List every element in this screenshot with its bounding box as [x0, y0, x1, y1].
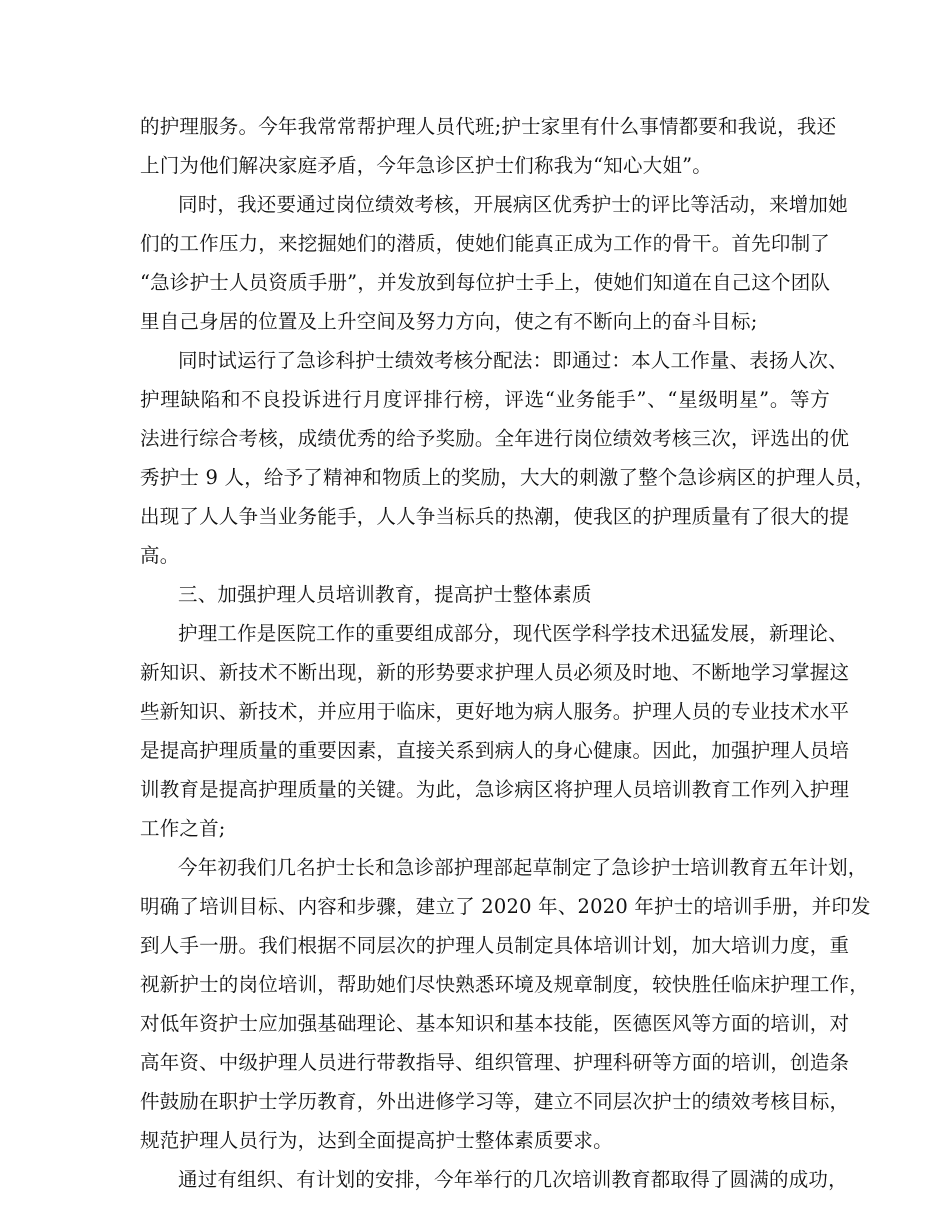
- text-line: 法进行综合考核，成绩优秀的给予奖励。全年进行岗位绩效考核三次，评选出的优: [140, 427, 850, 450]
- text-line: 件鼓励在职护士学历教育，外出进修学习等，建立不同层次护士的绩效考核目标，: [140, 1090, 850, 1113]
- text-line: 工作之首;: [140, 817, 226, 840]
- text-line: 训教育是提高护理质量的关键。为此，急诊病区将护理人员培训教育工作列入护理: [140, 778, 850, 801]
- text-line: 到人手一册。我们根据不同层次的护理人员制定具体培训计划，加大培训力度，重: [140, 934, 850, 957]
- text-line: 们的工作压力，来挖掘她们的潜质，使她们能真正成为工作的骨干。首先印制了: [140, 232, 830, 255]
- text-line: 的护理服务。今年我常常帮护理人员代班;护士家里有什么事情都要和我说，我还: [140, 115, 837, 138]
- text-line: 同时试运行了急诊科护士绩效考核分配法：即通过：本人工作量、表扬人次、: [178, 349, 848, 372]
- text-line: 高。: [140, 544, 180, 567]
- text-line: 里自己身居的位置及上升空间及努力方向，使之有不断向上的奋斗目标;: [140, 310, 758, 333]
- text-line: 些新知识、新技术，并应用于临床，更好地为病人服务。护理人员的专业技术水平: [140, 700, 850, 723]
- text-line: 秀护士 9 人，给予了精神和物质上的奖励，大大的刺激了整个急诊病区的护理人员，: [140, 466, 875, 489]
- text-line: 今年初我们几名护士长和急诊部护理部起草制定了急诊护士培训教育五年计划，: [178, 856, 868, 879]
- section-heading: 三、加强护理人员培训教育，提高护士整体素质: [178, 583, 592, 606]
- text-line: 出现了人人争当业务能手，人人争当标兵的热潮，使我区的护理质量有了很大的提: [140, 505, 850, 528]
- text-line: “急诊护士人员资质手册”，并发放到每位护士手上，使她们知道在自己这个团队: [140, 271, 831, 294]
- text-line: 规范护理人员行为，达到全面提高护士整体素质要求。: [140, 1129, 613, 1152]
- text-line: 是提高护理质量的重要因素，直接关系到病人的身心健康。因此，加强护理人员培: [140, 739, 850, 762]
- text-line: 对低年资护士应加强基础理论、基本知识和基本技能，医德医风等方面的培训，对: [140, 1012, 850, 1035]
- text-line: 护理缺陷和不良投诉进行月度评排行榜，评选“业务能手”、“星级明星”。等方: [140, 388, 830, 411]
- text-line: 明确了培训目标、内容和步骤，建立了 2020 年、2020 年护士的培训手册，并印发: [140, 895, 871, 918]
- text-line: 高年资、中级护理人员进行带教指导、组织管理、护理科研等方面的培训，创造条: [140, 1051, 850, 1074]
- text-line: 上门为他们解决家庭矛盾，今年急诊区护士们称我为“知心大姐”。: [140, 154, 712, 177]
- text-line: 同时，我还要通过岗位绩效考核，开展病区优秀护士的评比等活动，来增加她: [178, 193, 848, 216]
- text-line: 新知识、新技术不断出现，新的形势要求护理人员必须及时地、不断地学习掌握这: [140, 661, 850, 684]
- text-line: 护理工作是医院工作的重要组成部分，现代医学科学技术迅猛发展，新理论、: [178, 622, 848, 645]
- text-line: 视新护士的岗位培训，帮助她们尽快熟悉环境及规章制度，较快胜任临床护理工作，: [140, 973, 869, 996]
- text-line: 通过有组织、有计划的安排，今年举行的几次培训教育都取得了圆满的成功，: [178, 1168, 848, 1191]
